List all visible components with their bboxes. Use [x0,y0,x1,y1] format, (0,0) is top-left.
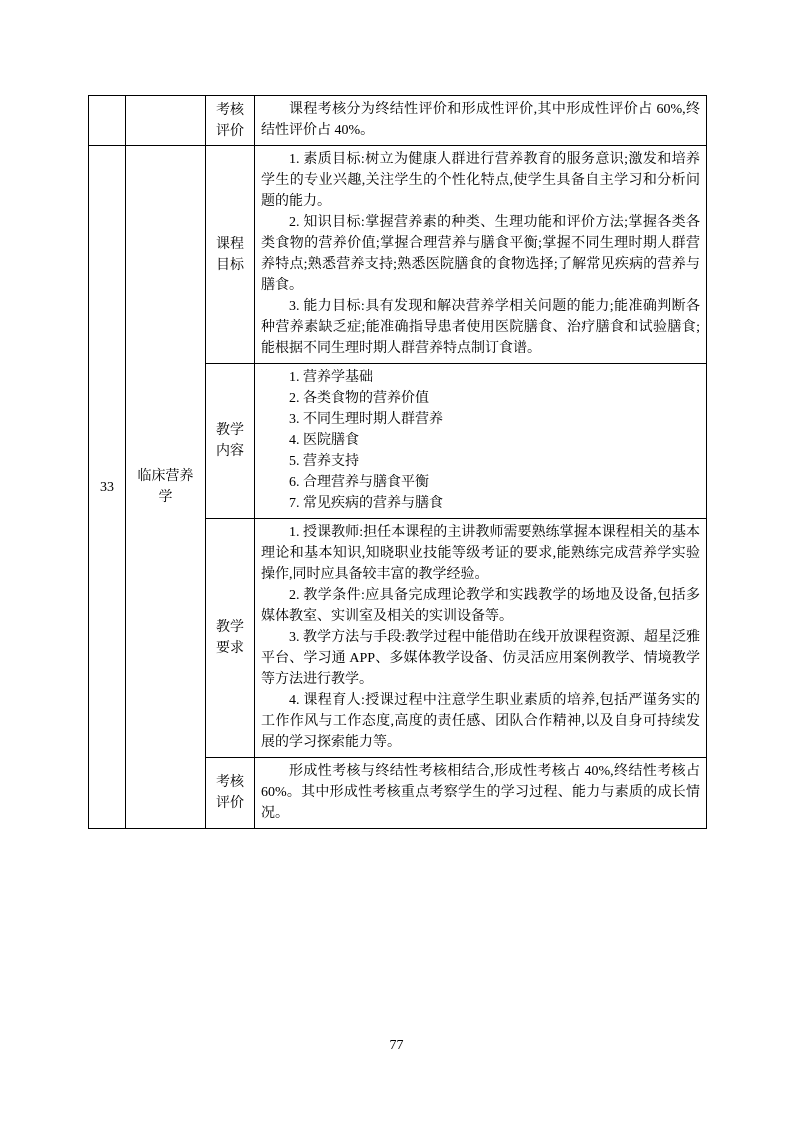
section-content-teaching-content [255,364,707,519]
section-label-line: 内容 [216,444,244,459]
table-row-continuation [89,96,707,146]
paragraph: 2. 知识目标:掌握营养素的种类、生理功能和评价方法;掌握各类各类食物的营养价值;掌握合理营养与膳食平衡;掌握不同生理时期人群营养特点;熟悉营养支持;熟悉医院膳食的食物选择;了解常见疾病的营养与膳食。 [261,215,700,293]
section-label-line: 目标 [216,257,244,273]
paragraph: 2. 教学条件:应具备完成理论教学和实践教学的场地及设备,包括多媒体教室、实训室及相关的实训设备等。 [261,588,700,624]
section-label-teaching-content [206,364,255,519]
section-label-objectives [206,146,255,364]
paragraph: 1. 授课教师:担任本课程的主讲教师需要熟练掌握本课程相关的基本理论和基本知识,知晓职业技能等级考证的要求,能熟练完成营养学实验操作,同时应具备较丰富的教学经验。 [261,525,700,582]
section-label-line: 考核 [216,102,244,118]
list-item: 2. 各类食物的营养价值 [289,391,429,406]
paragraph: 形成性考核与终结性考核相结合,形成性考核占 40%,终结性考核占 60%。其中形成性考核重点考察学生的学习过程、能力与素质的成长情况。 [261,764,700,821]
table-row-objectives [89,146,707,364]
paragraph: 4. 课程育人:授课过程中注意学生职业素质的培养,包括严谨务实的工作作风与工作态度,高度的责任感、团队合作精神,以及自身可持续发展的学习探索能力等。 [261,693,700,750]
course-index: 33 [89,146,126,829]
list-item: 5. 营养支持 [289,454,359,469]
section-label-line: 教学 [216,423,244,438]
course-name [126,146,206,829]
section-content-teaching-requirements [255,519,707,758]
index-cell-empty [89,96,126,146]
section-label-assessment [206,758,255,829]
course-name-line: 临床营养 [137,469,194,484]
list-item: 6. 合理营养与膳食平衡 [289,475,429,490]
section-label-line: 评价 [216,796,244,811]
paragraph: 1. 素质目标:树立为健康人群进行营养教育的服务意识;激发和培养学生的专业兴趣,关注学生的个性化特点,使学生具备自主学习和分析问题的能力。 [261,152,700,209]
section-label-line: 课程 [216,236,244,252]
section-content-assessment [255,96,707,146]
section-label-teaching-requirements [206,519,255,758]
paragraph: 3. 能力目标:具有发现和解决营养学相关问题的能力;能准确判断各种营养素缺乏症;能准确指导患者使用医院膳食、治疗膳食和试验膳食;能根据不同生理时期人群营养特点制订食谱。 [261,299,700,356]
page-number: 77 [389,1038,404,1053]
list-item: 3. 不同生理时期人群营养 [289,412,443,427]
course-cell-empty [126,96,206,146]
section-label-line: 教学 [216,620,244,635]
section-content-objectives [255,146,707,364]
list-item: 4. 医院膳食 [289,433,359,448]
section-content-assessment [255,758,707,829]
paragraph: 3. 教学方法与手段:教学过程中能借助在线开放课程资源、超星泛雅平台、学习通 APP、多媒体教学设备、仿灵活应用案例教学、情境教学等方法进行教学。 [261,630,700,687]
section-label-line: 评价 [216,123,244,139]
paragraph: 课程考核分为终结性评价和形成性评价,其中形成性评价占 60%,终结性评价占 40%。 [261,102,700,138]
section-label-line: 考核 [216,775,244,790]
course-syllabus-table [88,95,707,829]
course-name-line: 学 [158,490,173,505]
section-label-assessment [206,96,255,146]
list-item: 7. 常见疾病的营养与膳食 [289,496,443,511]
section-label-line: 要求 [216,641,244,656]
list-item: 1. 营养学基础 [289,370,373,385]
